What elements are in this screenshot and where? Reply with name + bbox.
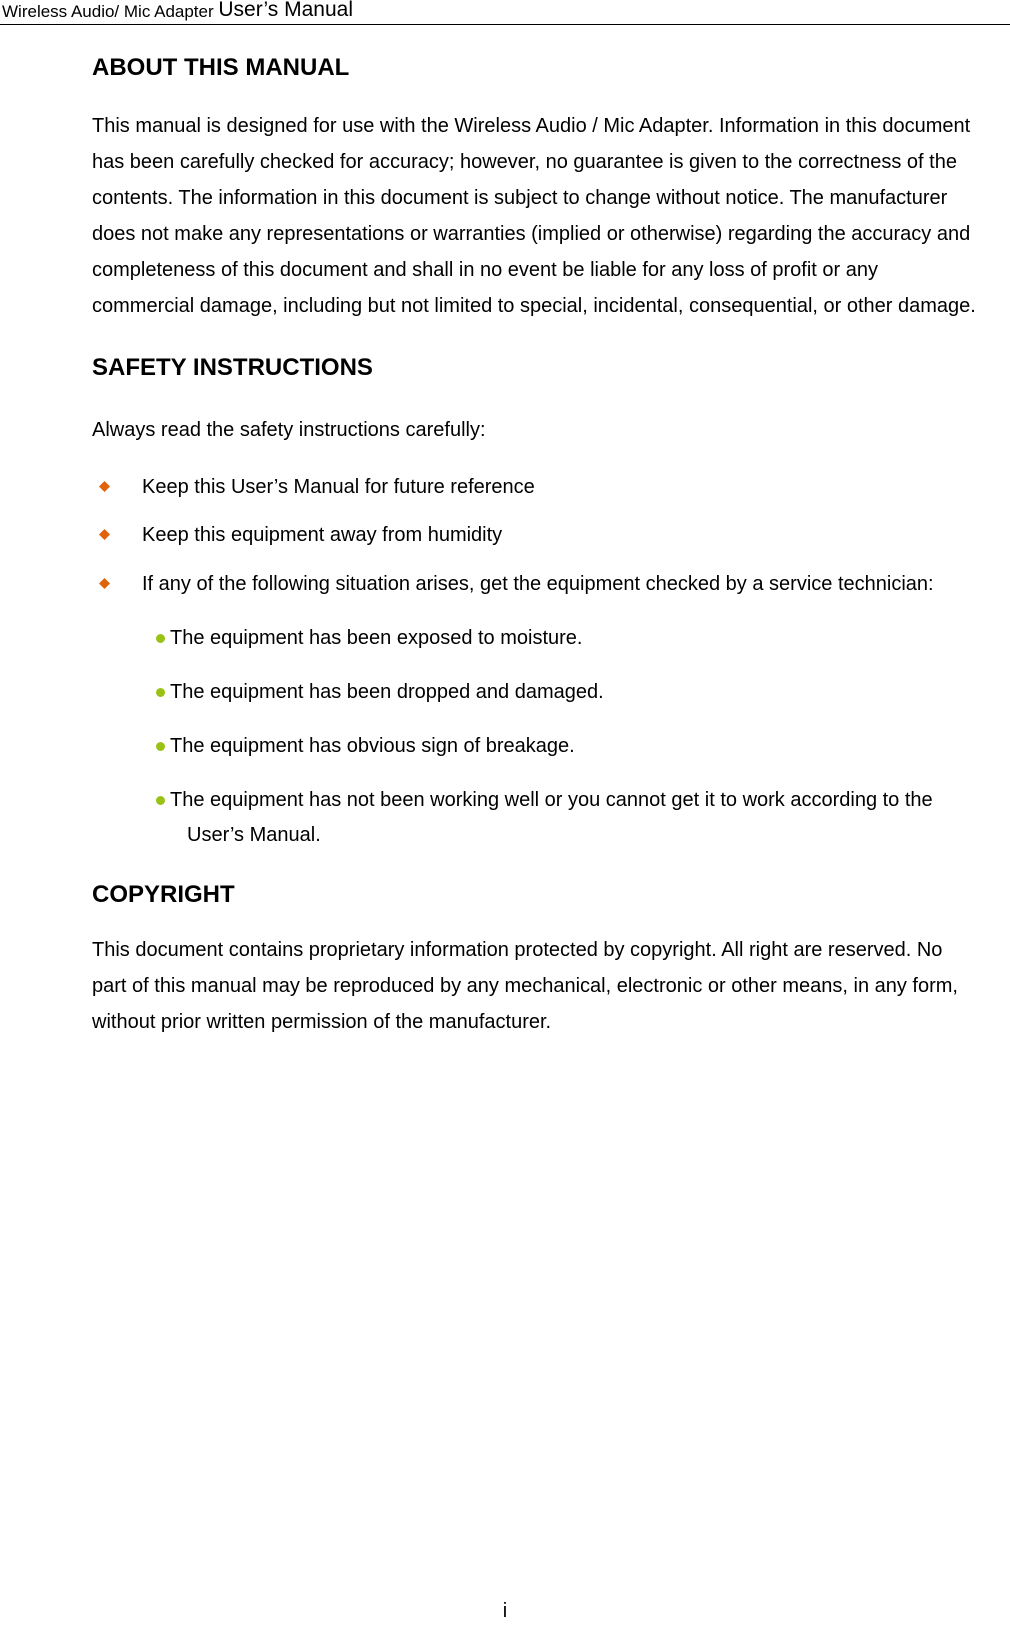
safety-heading: SAFETY INSTRUCTIONS <box>92 354 373 381</box>
copyright-line: This document contains proprietary information protected by copyright. All right are reserved. No <box>92 939 943 961</box>
safety-sub-bullet-text: The equipment has obvious sign of breakage. <box>170 735 575 757</box>
safety-bullet-text: Keep this User’s Manual for future reference <box>142 476 535 498</box>
safety-sub-bullet-text: The equipment has been dropped and damaged. <box>170 681 604 703</box>
diamond-bullet-icon <box>99 578 110 589</box>
diamond-bullet-icon <box>99 481 110 492</box>
about-paragraph <box>92 108 1010 324</box>
about-heading: ABOUT THIS MANUAL <box>92 54 350 81</box>
header-title-part2: User’s Manual <box>218 0 353 21</box>
dot-bullet-icon <box>156 742 165 751</box>
header-title-part1: Wireless Audio/ Mic Adapter <box>2 2 219 21</box>
dot-bullet-icon <box>156 688 165 697</box>
dot-bullet-icon <box>156 634 165 643</box>
safety-sub-bullet-continuation: User’s Manual. <box>187 824 321 846</box>
about-line: completeness of this document and shall in no event be liable for any loss of profit or any <box>92 259 879 281</box>
about-line: This manual is designed for use with the Wireless Audio / Mic Adapter. Information in this document <box>92 115 971 137</box>
running-header <box>0 0 1010 25</box>
copyright-paragraph <box>92 932 1010 1040</box>
copyright-heading: COPYRIGHT <box>92 881 235 908</box>
about-line: does not make any representations or warranties (implied or otherwise) regarding the accuracy and <box>92 223 971 245</box>
dot-bullet-icon <box>156 796 165 805</box>
diamond-bullet-icon <box>99 529 110 540</box>
safety-sub-bullet-text: The equipment has been exposed to moisture. <box>170 627 583 649</box>
copyright-line: part of this manual may be reproduced by any mechanical, electronic or other means, in any form, <box>92 975 958 997</box>
page-number: i <box>502 1600 508 1622</box>
safety-bullet-text: Keep this equipment away from humidity <box>142 524 503 546</box>
safety-intro: Always read the safety instructions carefully: <box>92 419 486 441</box>
about-line: contents. The information in this document is subject to change without notice. The manufacturer <box>92 187 948 209</box>
safety-sub-bullet-text: The equipment has not been working well or you cannot get it to work according to the <box>170 789 933 811</box>
about-line: commercial damage, including but not limited to special, incidental, consequential, or other damage. <box>92 295 976 317</box>
about-line: has been carefully checked for accuracy; however, no guarantee is given to the correctness of the <box>92 151 957 173</box>
safety-bullet-text: If any of the following situation arises, get the equipment checked by a service technician: <box>142 573 934 595</box>
copyright-line: without prior written permission of the manufacturer. <box>92 1011 552 1033</box>
